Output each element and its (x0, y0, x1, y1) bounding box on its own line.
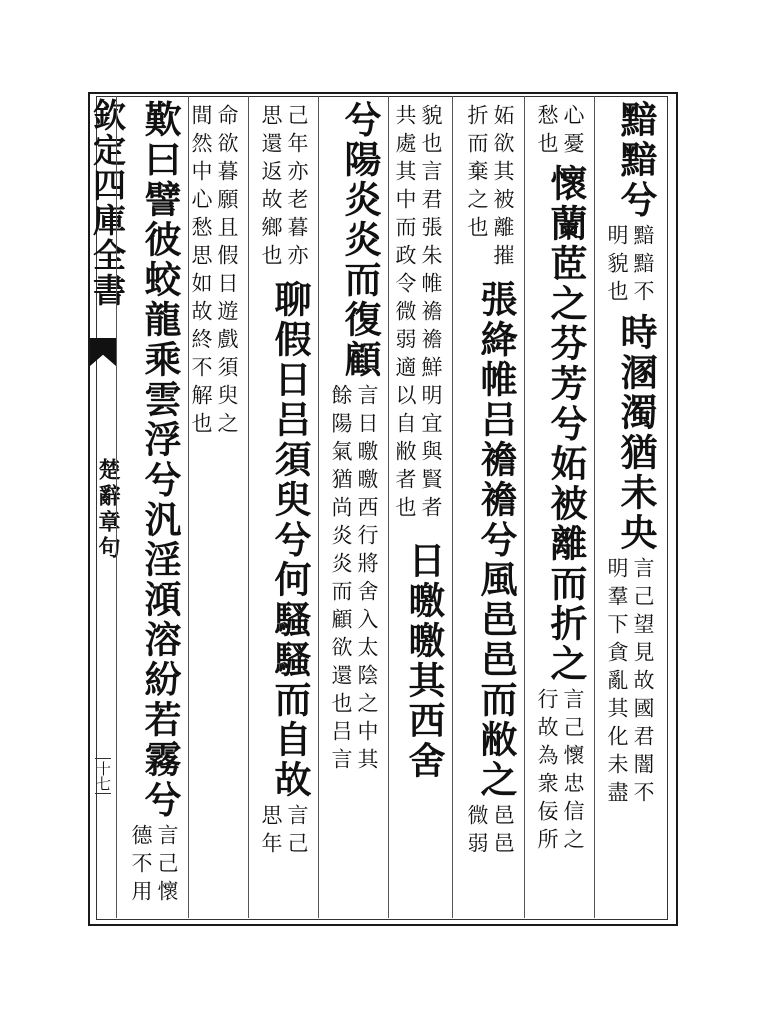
main-text-segment: 歎曰譬彼蛟龍乘雲浮兮汎淫澒溶紛若霧兮 (138, 100, 182, 820)
main-text-segment: 日曒曒其西舍 (402, 541, 446, 781)
annotation-text-segment: 明羣下貪亂其化未盡 (605, 557, 629, 809)
annotation-text-segment: 德不用 (129, 824, 153, 908)
main-text-segment: 時溷濁猶未央 (614, 313, 658, 553)
main-text-segment: 兮陽炎炎而復顧 (338, 100, 382, 380)
annotation-text-segment: 共處其中而政令微弱適以自敝者也 (393, 104, 417, 524)
main-text-segment: 黯黯兮 (614, 100, 658, 220)
annotation-text-segment: 言日曒曒西行將舍入太陰之中其 (355, 384, 379, 776)
annotation-text-segment: 思年 (259, 804, 283, 860)
annotation-text-segment: 微弱 (465, 804, 489, 860)
annotation-text-segment: 言己懷忠信之 (561, 688, 585, 856)
annotation-text-segment: 言己望見故國君闇不 (631, 557, 655, 809)
collection-title: 欽定四庫全書 (88, 98, 127, 308)
annotation-text-segment: 己年亦老暮亦 (285, 104, 309, 272)
annotation-text-segment: 思還返故鄉也 (259, 104, 283, 272)
annotation-text-segment: 命欲暮願且假日遊戲須臾之 (215, 104, 239, 440)
annotation-text-segment: 間然中心愁思如故終不解也 (189, 104, 213, 440)
column-rule (318, 96, 319, 918)
annotation-text-segment: 言己懷 (155, 824, 179, 908)
annotation-text-segment: 言己 (285, 804, 309, 860)
column-rule (248, 96, 249, 918)
annotation-text-segment: 黯黯不 (631, 224, 655, 308)
annotation-text-segment: 心憂 (561, 104, 585, 160)
annotation-text-segment: 餘陽氣猶尚炎炎而顧欲還也吕言 (329, 384, 353, 776)
annotation-text-segment: 妬欲其被離摧 (491, 104, 515, 272)
column-rule (524, 96, 525, 918)
column-rule (452, 96, 453, 918)
column-rule (388, 96, 389, 918)
annotation-text-segment: 邑邑 (491, 804, 515, 860)
book-title: 楚辭章句 (95, 458, 121, 562)
main-text-segment: 張絳帷吕襜襜兮風邑邑而敝之 (474, 280, 518, 800)
page-number: 十七 (95, 758, 111, 794)
annotation-text-segment: 明貌也 (605, 224, 629, 308)
column-rule (116, 96, 117, 918)
annotation-text-segment: 貌也言君張朱帷襜襜鮮明宜與賢者 (419, 104, 443, 524)
column-rule (594, 96, 595, 918)
annotation-text-segment: 折而棄之也 (465, 104, 489, 244)
annotation-text-segment: 愁也 (535, 104, 559, 160)
main-text-segment: 聊假日吕須臾兮何騷騷而自故 (268, 280, 312, 800)
annotation-text-segment: 行故為衆佞所 (535, 688, 559, 856)
main-text-segment: 懷蘭茝之芬芳兮妬被離而折之 (544, 164, 588, 684)
